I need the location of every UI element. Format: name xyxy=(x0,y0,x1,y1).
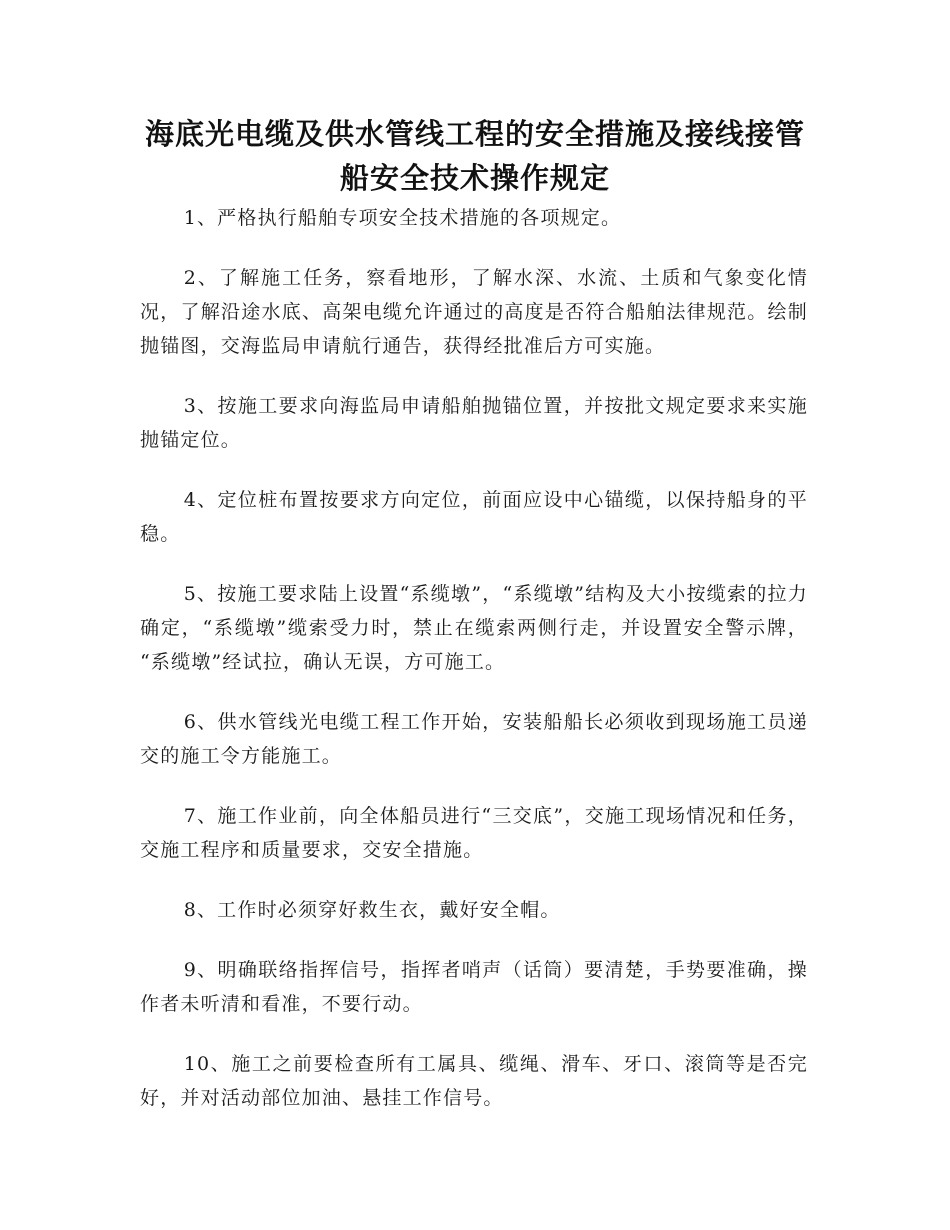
paragraph-9: 9、明确联络指挥信号，指挥者哨声（话筒）要清楚，手势要准确，操作者未听清和看准，不要行动。 xyxy=(140,959,808,1015)
paragraph-4: 4、定位桩布置按要求方向定位，前面应设中心锚缆，以保持船身的平稳。 xyxy=(140,489,808,545)
paragraph-6: 6、供水管线光电缆工程工作开始，安装船船长必须收到现场施工员递交的施工令方能施工。 xyxy=(140,711,808,767)
paragraph-10: 10、施工之前要检查所有工属具、缆绳、滑车、牙口、滚筒等是否完好，并对活动部位加油、悬挂工作信号。 xyxy=(140,1053,808,1109)
paragraph-8: 8、工作时必须穿好救生衣，戴好安全帽。 xyxy=(183,899,561,921)
document-title: 海底光电缆及供水管线工程的安全措施及接线接管船安全技术操作规定 xyxy=(144,117,805,195)
document-body xyxy=(140,201,808,1141)
paragraph-5: 5、按施工要求陆上设置“系缆墩”，“系缆墩”结构及大小按缆索的拉力确定，“系缆墩”缆索受力时，禁止在缆索两侧行走，并设置安全警示牌， “系缆墩”经试拉，确认无误，方可施工。 xyxy=(140,583,808,673)
paragraph-7: 7、施工作业前，向全体船员进行“三交底”，交施工现场情况和任务，交施工程序和质量要求，交安全措施。 xyxy=(140,805,808,861)
paragraph-2: 2、了解施工任务，察看地形，了解水深、水流、土质和气象变化情况，了解沿途水底、高架电缆允许通过的高度是否符合船舶法律规范。绘制抛锚图，交海监局申请航行通告，获得经批准后方可实施。 xyxy=(140,267,808,357)
paragraph-1: 1、严格执行船舶专项安全技术措施的各项规定。 xyxy=(183,207,622,229)
paragraph-3: 3、按施工要求向海监局申请船舶抛锚位置，并按批文规定要求来实施抛锚定位。 xyxy=(140,395,808,451)
